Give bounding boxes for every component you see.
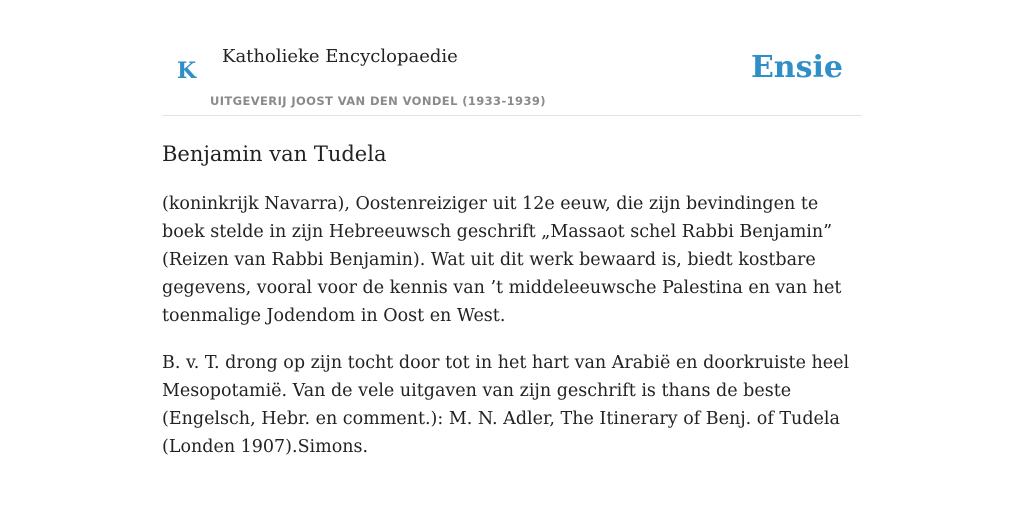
article-body	[162, 190, 862, 461]
article-paragraph: B. v. T. drong op zijn tocht door tot in het hart van Arabië en doorkruiste heel Mesopotamië. Van de vele uitgaven van zijn geschrift is thans de beste (Engelsch, Hebr. en comment.): M. N. Adler, The Itinerary of Benj. of Tudela (Londen 1907).Simons.	[162, 353, 850, 457]
article-paragraph: (koninkrijk Navarra), Oostenreiziger uit 12e eeuw, die zijn bevindingen te boek stelde in zijn Hebreeuwsch geschrift „Massaot schel Rabbi Benjamin” (Reizen van Rabbi Benjamin). Wat uit dit werk bewaard is, biedt kostbare gegevens, vooral voor de kennis van ’t middeleeuwsche Palestina en van het toenmalige Jodendom in Oost en West.	[162, 194, 842, 326]
article-title: Benjamin van Tudela	[162, 142, 387, 166]
brand-logo[interactable]: Ensie	[750, 50, 843, 85]
site-header	[162, 40, 862, 116]
site-logo-icon[interactable]: K	[177, 58, 197, 84]
publisher-label: UITGEVERIJ JOOST VAN DEN VONDEL (1933-1939)	[210, 94, 546, 108]
page	[162, 0, 862, 461]
site-title[interactable]: Katholieke Encyclopaedie	[222, 46, 458, 67]
